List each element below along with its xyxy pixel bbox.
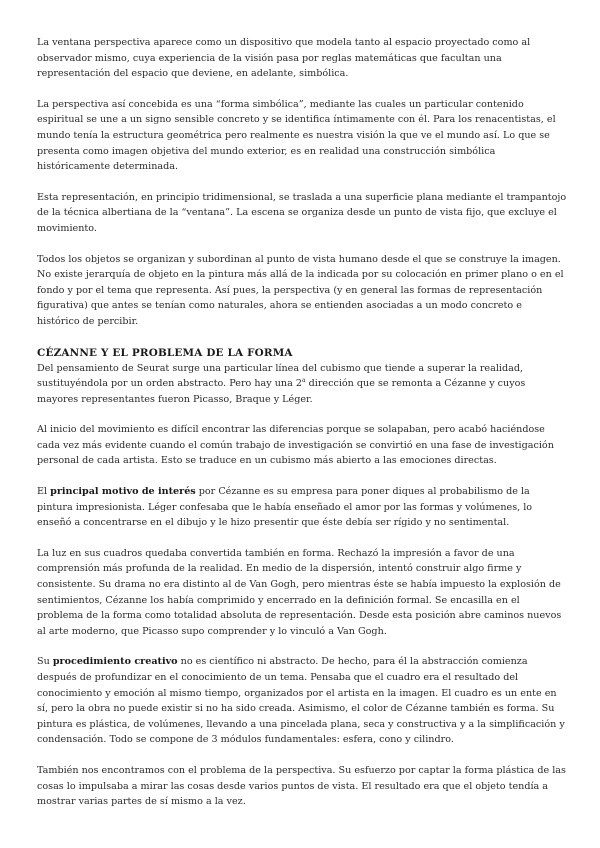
section-heading: CÉZANNE Y EL PROBLEMA DE LA FORMA — [37, 346, 293, 359]
paragraph-procedimiento — [37, 654, 567, 748]
bold-principal-motivo: principal motivo de interés — [50, 486, 196, 498]
paragraph-motivo-pre: El — [37, 486, 51, 498]
bold-procedimiento-creativo: procedimiento creativo — [52, 656, 178, 668]
paragraph-representacion: Esta representación, en principio tridimensional, se traslada a una superficie plana mediante el trampantojo de la técnica albertiana de la “ventana”. La escena se organiza desde un punto de vista fijo, que excluye el movimiento. — [37, 191, 567, 234]
paragraph-seurat-text-1: Del pensamiento de Seurat surge una particular línea del cubismo que tiende a superar la realidad, sustituyéndola por un orden abstracto. Pero hay una 2 — [37, 362, 524, 390]
paragraph-luz: La luz en sus cuadros quedaba convertida también en forma. Rechazó la impresión a favor de una comprensión más profunda de la realidad. En medio de la dispersión, intentó construir algo firme y consistente. Su drama no era distinto al de Van Gogh, pero mientras éste se había impuesto la explosión de sentimientos, Cézanne los había comprimido y encerrado en la definición formal. Se encasilla en el problema de la forma como totalidad absoluta de representación. Desde esta posición abre caminos nuevos al arte moderno, que Picasso supo comprender y lo vinculó a Van Gogh. — [37, 547, 562, 637]
document-page — [37, 35, 567, 825]
ordinal-superscript: a — [301, 377, 306, 385]
paragraph-motivo-post: por Cézanne es su empresa para poner diques al probabilismo de la pintura impresionista. Léger confesaba que le había enseñado el amor por las formas y volúmenes, lo enseñó a concentrarse en el dibujo y le hizo presentir que éste debía ser rígido y no sentimental. — [37, 486, 533, 529]
paragraph-motivo-interes — [37, 484, 567, 531]
paragraph-forma-simbolica: La perspectiva así concebida es una “forma simbólica”, mediante las cuales un particular contenido espiritual se une a un signo sensible concreto y se identifica íntimamente con él. Para los renacentistas, el mundo tenía la estructura geométrica pero realmente es nuestra visión la que ve el mundo así. Lo que se presenta como imagen objetiva del mundo exterior, es en realidad una construcción simbólica históricamente determinada. — [37, 98, 556, 173]
paragraph-procedimiento-post: no es científico ni abstracto. De hecho, para él la abstracción comienza después de profundizar en el conocimiento de un tema. Pensaba que el cuadro era el resultado del conocimiento y emoción al mismo tiempo, organizados por el artista en la imagen. El cuadro es un ente en sí, pero la obra no puede existir si no ha sido creada. Asimismo, el color de Cézanne también es forma. Su pintura es plástica, de volúmenes, llevando a una pincelada plana, seca y constructiva y a la simplificación y condensación. Todo se compone de 3 módulos fundamentales: esfera, cono y cilindro. — [37, 656, 565, 746]
paragraph-objetos: Todos los objetos se organizan y subordinan al punto de vista humano desde el que se construye la imagen. No existe jerarquía de objeto en la pintura más allá de la indicada por su colocación en primer plano o en el fondo y por el tema que representa. Así pues, la perspectiva (y en general las formas de representación figurativa) que antes se tenían como naturales, ahora se entienden asociadas a un modo concreto e histórico de percibir. — [37, 253, 564, 327]
paragraph-inicio-movimiento: Al inicio del movimiento es difícil encontrar las diferencias porque se solapaban, pero acabó haciéndose cada vez más evidente cuando el común trabajo de investigación se convirtió en una fase de investigación personal de cada artista. Esto se traduce en un cubismo más abierto a las emociones directas. — [37, 424, 554, 467]
paragraph-seurat — [37, 361, 567, 408]
paragraph-seurat-text-2: dirección que se remonta a Cézanne y cuyos mayores representantes fueron Picasso, Braque y Léger. — [37, 378, 526, 405]
paragraph-ventana: La ventana perspectiva aparece como un dispositivo que modela tanto al espacio proyectado como al observador mismo, cuya experiencia de la visión pasa por reglas matemáticas que facultan una representación del espacio que deviene, en adelante, simbólica. — [37, 37, 531, 80]
paragraph-perspectiva: También nos encontramos con el problema de la perspectiva. Su esfuerzo por captar la forma plástica de las cosas lo impulsaba a mirar las cosas desde varios puntos de vista. El resultado era que el objeto tendía a mostrar varias partes de sí mismo a la vez. — [37, 764, 566, 808]
paragraph-procedimiento-pre: Su — [37, 656, 53, 668]
